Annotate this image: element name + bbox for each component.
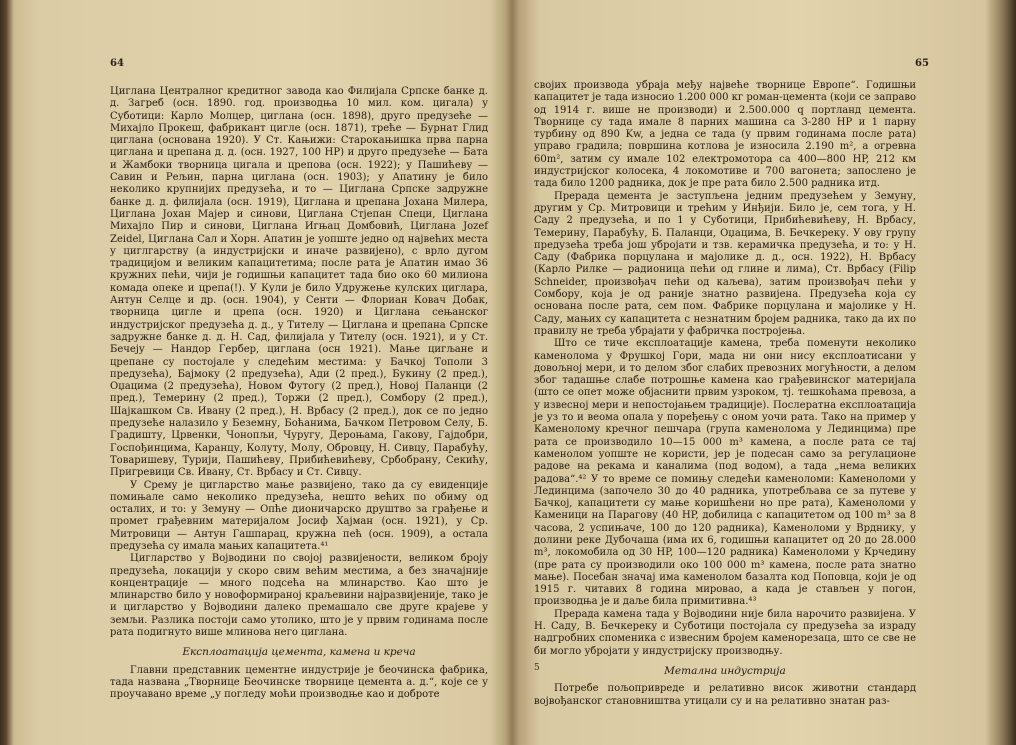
right-page-text (534, 80, 916, 708)
paragraph: Прерада камена тада у Војводини није била нарочито развијена. У Н. Саду, В. Бечкереку и Суботици постојала су предузећа за израду надгробних споменика с извесним бројем каменорезаца, што се све не би могло убројати у индустријску производњу. (534, 608, 916, 657)
left-page-text (110, 86, 488, 702)
signature-mark: 5 (534, 663, 540, 673)
left-page (14, 0, 506, 745)
page-number-right: 65 (915, 58, 929, 69)
section-heading: Експлоатација цемента, камена и креча (182, 646, 416, 659)
section-heading: Метална индустрија (664, 664, 786, 677)
paragraph: У Срему је цигларство мање развијено, тако да су евиденције помињале само неколико предузећа, нешто већих по обиму од осталих, и то: у Земуну — Опће дионичарско друштво за грађење и промет грађевним материјалом Јосиф Хајман (осн. 1921), у Ср. Митровици — Антун Гашпарац, кружна пећ (осн. 1909), а остала предузећа су имала мањих капацитета.⁴¹ (110, 479, 488, 552)
paragraph: Главни представник цементне индустрије је беочинска фабрика, тада названа „Творнице Беочинске творнице цемента а. д.“, које се у проучавано време „у погледу моћи производње као и доброте (110, 664, 488, 701)
paragraph: Прерада цемента је заступљена једним предузећем у Земуну, другим у Ср. Митровици и трећим у Инђији. Било је, сем тога, у Н. Саду 2 предузећа, и по 1 у Суботици, Прибићевићеву, Н. Врбасу, Темерину, Парабућу, Б. Паланци, Оџацима, В. Бечкереку. У ову групу предузећа треба још убројати и тзв. керамичка предузећа, и то: у Н. Саду (Фабрика порцулана и мајолике д. д., осн. 1922), Н. Врбасу (Карло Рилке — радионица пећи од глине и лима), Ст. Врбасу (Filip Schneider, произвођач пећи од каљева), затим произвођач пећи у Сомбору, која је од раније знатно развијена. Предузећа која су основана после рата, сем пом. Фабрике порцулана и мајолике у Н. Саду, мањих су капацитета с незнатним бројем радника, тако да их по правилу не треба убрајати у фабричка постројења. (534, 190, 916, 337)
paragraph: Што се тиче експлоатације камена, треба поменути неколико каменолома у Фрушкој Гори, мада ни они нису експлоатисани у довољној мери, и то делом због слабих превозних могућности, а делом због тадашње слабе потрошње камена као грађевинског материјала (што се опет може објаснити првим узроком, тј. тешкоћама превоза, а у извесној мери и непостојањем традиције). Послератна експлоатација је уз то и веома опала у поређењу с оном уочи рата. Тако на пример у Каменолому кречног пешчара (група каменолома у Лединцима) пре рата се производило 10—15 000 m³ камена, а после рата се тај каменолом уопште не користи, јер је подесан само за регулационе радове на рекама и каналима (под водом), а тада „нема великих радова“.⁴² У то време се помињу следећи каменоломи: Каменоломи у Лединцима (започело 30 до 40 радника, употребљава се за путеве у Бачкој, капацитети су мање коришћени но пре рата), Каменоломи у Каменици на Парагову (40 HP, добилица с капацитетом од 100 m³ за 8 часова, 2 успињаче, 100 до 120 радника), Каменоломи у Врднику, у долини реке Дубочаша (има их 6, годишњи капацитет од 20 до 28.000 m³, локомобила од 30 HP, 100—120 радника) Каменоломи у Крчедину (пре рата су производили око 100 000 m³ камена, после рата знатно мање). Посебан значај има каменолом базалта код Поповца, који је од 1915 г. читавих 8 година мировао, а када је стављен у погон, производња је и даље била примитивна.⁴³ (534, 338, 916, 608)
page-number-left: 64 (110, 58, 124, 69)
paragraph: Потребе пољопривреде и релативно висок животни стандард војвођанског становништва утицали су и на релативно знатан раз- (534, 683, 916, 707)
right-page (520, 0, 1006, 745)
paragraph: својих производа убраја међу највеће творнице Европе“. Годишњи капацитет је тада износио 1.200 000 кг роман-цемента (који се заправо од 1914 г. више не производи) и 2.500.000 q портланд цемента. Творнице су тада имале 8 парних машина са 3-280 HP и 1 парну турбину од 890 Kw, а једна се тада (у првим годинама после рата) управо градила; површина котлова је износила 2.190 m², а огревна 60m², затим су имале 102 електромотора са 400—800 HP, 212 км индустријског колосека, 4 локомотиве и 700 вагонета; запослено је тада било 1200 радника, док је пре рата било 2.500 радника итд. (534, 80, 916, 190)
paragraph: Цигларство у Војводини по својој развијености, великом броју предузећа, локацији у скоро свим већим местима, а без значајније концентрације — много подсећа на млинарство. Као што је млинарство било у новоформираној краљевини најразвијеније, тако је и цигларство у Војводини далеко премашало све друге крајеве у земљи. Разлика постоји само утолико, што је у првим годинама после рата подигнуто више млинова него циглана. (110, 553, 488, 639)
paragraph: Циглана Централног кредитног завода као Филијала Српске банке д. д. Загреб (осн. 1890. год. производња 10 мил. ком. цигала) у Суботици: Карло Молцер, циглана (осн. 1898), друго предузеће — Михајло Прокеш, фабрикант цигле (осн. 1871), треће — Бурнат Глид циглана (основана 1920). У Ст. Кањижи: Старокањишка прва парна циглана и црепана д. д. (осн. 1927, 100 HP) и друго предузеће — Бата и Жамбоки творница цигала и црепова (осн. 1922); у Пашићеву — Савин и Рељин, парна циглана (осн. 1903); у Апатину је било неколико крупнијих предузећа, и то — Циглана Српске задружне банке д. д. филијала (осн. 1919), Циглана и црепана Јохана Милера, Циглана Јохан Мајер и синови, Циглана Стјепан Специ, Циглана Михајло Пир и синови, Циглана Игњац Домбовић, Циглана Jozef Zeidel, Циглана Сал и Хорн. Апатин је уопште једно од највећих места у циглгарству (а индустријски и иначе развијено), с врло дугом традицијом и великим капацитетима; после рата је Апатин имао 36 кружних пећи, чији је годишњи капацитет тада био око 60 милиона комада опеке и црепа(!). У Кули је било Удружење кулских циглара, Антун Селце и др. (осн. 1904), у Сенти — Флориан Ковач Добак, творница цигле и црепа (осн. 1920) и Циглана сењанског индустријског предузећа д. д., у Тителу — Циглана и црепана Српске задружне банке д. д. Н. Сад, филијала у Тителу (осн. 1921), и у Ст. Бечеју — Нандор Гербер, циглана (осн 1921). Мање цигљане и црепане су постојале у следећим местима: у Бачкој Тополи 3 предузећа), Бајмоку (2 предузећа), Ади (2 пред.), Букину (2 пред.), Оџацима (2 предузећа), Новом Футогу (2 пред.), Новој Паланци (2 пред.), Темерину (2 пред.), Торжи (2 пред.), Сомбору (2 пред.), Шајкашком Св. Ивану (2 пред.), Н. Врбасу (2 пред.), док се по једно предузеће налазило у Беземну, Боћанима, Бачком Петровом Селу, Б. Градишту, Црвенки, Чонопљи, Чуругу, Дероњама, Гакову, Гајдобри, Госпођинцима, Каранцу, Колуту, Молу, Обровцу, Н. Сивцу, Парабућу, Товаришеву, Турији, Пашићеву, Прибићевићеву, Србобрану, Секићу, Пригревици Св. Ивану, Ст. Врбасу и Ст. Сивцу. (110, 86, 488, 479)
